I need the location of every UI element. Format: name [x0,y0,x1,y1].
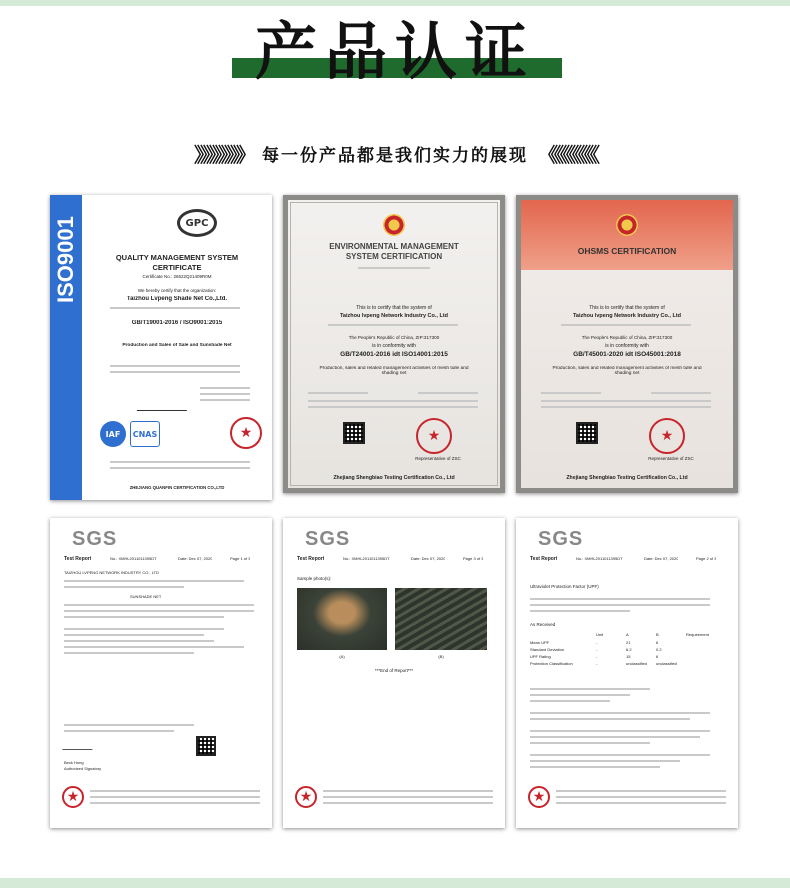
iso-line-1: We hereby certify that the organization: [137,288,217,293]
upf-table [530,632,720,666]
sgs-report-page-3[interactable] [283,518,505,828]
sgs-report-no: No.: XMHL2011011395DT [343,556,390,561]
sgs-text-line [530,688,650,690]
sgs-text-line [530,766,660,768]
table-row [530,640,720,645]
national-emblem-icon [383,214,405,236]
ohsms-footer: Zhejiang Shengbiao Testing Certification Co., Ltd [566,475,688,481]
upf-cell: Protection Classification [530,661,573,666]
sgs-report-page-2[interactable] [516,518,738,828]
upf-col-head: B [656,632,659,637]
sgs-seal-icon [295,786,317,808]
upf-cell: - [596,661,598,666]
env-footer: Zhejiang Shengbiao Testing Certification Co., Ltd [333,475,455,481]
env-text-line [308,392,368,394]
iso-cert-no: Certificate No.: 26522Q21409R0M [142,274,212,279]
sgs-page: Page 1 of 3 [230,556,251,561]
iso-text-line [200,387,250,389]
sgs-text-line [64,604,254,606]
gpc-logo: GPC [177,209,217,237]
sgs-text-line [530,754,710,756]
sgs-text-line [64,730,174,732]
subtitle-row [0,141,790,165]
upf-cell: 6 [656,640,659,645]
upf-cell: - [596,647,598,652]
iso-text-line [110,467,250,469]
red-seal-icon [649,418,685,454]
sgs-text-line [64,724,194,726]
sgs-text-line [64,628,224,630]
bottom-divider [0,878,790,888]
sgs-text-line [530,712,710,714]
upf-cell: 0.2 [656,647,662,652]
sgs-text-line [530,736,700,738]
sgs-text-line [323,802,493,804]
sgs-text-line [64,580,244,582]
qr-code-icon [343,422,365,444]
ohsms-country: The People's Republic of China, ZIP:317300 [581,335,673,340]
env-text-line [328,324,458,326]
environmental-certificate[interactable] [283,195,505,493]
sgs-text-line [530,730,710,732]
sgs-text-line [556,790,726,792]
table-row [530,647,720,652]
page-title: 产品认证 [254,15,535,88]
sgs-text-line [64,640,214,642]
sgs-text-line [64,616,224,618]
signature [137,393,194,411]
iso-title-2: CERTIFICATE [152,263,202,272]
iso-text-line [110,461,250,463]
env-title-1: ENVIRONMENTAL MANAGEMENT [329,242,459,251]
red-seal-icon [230,417,262,449]
env-country: The People's Republic of China, ZIP:317300 [348,335,440,340]
iso-company: Taizhou Lvpeng Shade Net Co.,Ltd. [126,296,228,302]
env-text-line [308,406,478,408]
sgs-text-line [64,610,254,612]
sgs-text-line [323,790,493,792]
env-company: Taizhou lvpeng Network Industry Co., Ltd [339,313,449,319]
iso9001-certificate[interactable] [50,195,272,500]
upf-cell: unclassified [626,661,647,666]
ohsms-title: OHSMS CERTIFICATION [577,246,677,256]
sgs-page: Page 3 of 3 [463,556,484,561]
upf-cell: unclassified [656,661,677,666]
table-row [530,661,720,666]
upf-cell: - [596,654,598,659]
chevrons-left-icon: 》》》》》》》》 [194,142,252,167]
upf-cell: 21 [626,640,631,645]
sgs-photo-a-label: (A) [339,654,345,659]
upf-table-header [530,632,720,637]
env-text-line [308,400,478,402]
sgs-date: Date: Dec 07, 2020 [411,556,446,561]
sample-photo-b [395,588,487,650]
sgs-date: Date: Dec 07, 2020 [644,556,679,561]
upf-cell: - [596,640,598,645]
sgs-label: Test Report [64,556,92,562]
iso-side-label: ISO9001 [53,216,78,304]
ohsms-certificate[interactable] [516,195,738,493]
sgs-text-line [530,694,630,696]
env-intro: This is to certify that the system of [356,305,432,311]
iso-title-1: QUALITY MANAGEMENT SYSTEM [115,253,239,262]
sgs-date: Date: Dec 07, 2020 [178,556,213,561]
sgs-text-line [556,802,726,804]
upf-cell: Standard Deviation [530,647,565,652]
sgs-text-line [530,610,630,612]
red-seal-icon [416,418,452,454]
sgs-seal-icon [528,786,550,808]
env-title-2: SYSTEM CERTIFICATION [345,252,443,261]
sgs-text-line [530,742,650,744]
upf-cell: 6 [656,654,659,659]
sgs-text-line [530,718,690,720]
sgs-text-line [556,796,726,798]
env-text-line [418,392,478,394]
upf-cell: UPF Rating [530,654,551,659]
sgs-end-of-report: ***End of Report*** [374,668,414,673]
sgs-company: TAIZHOU LVPENG NETWORK INDUSTRY CO., LTD [64,570,159,575]
sgs-photo-b-label: (B) [438,654,444,659]
iso-text-line [110,371,240,373]
upf-col-head: A [626,632,629,637]
iso-text-line [200,393,250,395]
sgs-text-line [530,760,680,762]
sgs-text-line [90,802,260,804]
upf-cell: 15 [626,654,631,659]
sgs-text-line [90,790,260,792]
upf-cell: Mean UPF [530,640,550,645]
sgs-seal-icon [62,786,84,808]
upf-col-head: Unit [596,632,604,637]
sgs-sample: SUNSHADE NET [130,594,162,599]
sgs-report-no: No.: XMHL2011011395DT [576,556,623,561]
env-conformity: is in conformity with [372,343,416,349]
iso-footer: ZHEJIANG QUANFIN CERTIFICATION CO.,LTD [129,485,225,490]
sgs-text-line [64,586,184,588]
national-emblem-icon [616,214,638,236]
sgs-report-page-1[interactable] [50,518,272,828]
ohsms-company: Taizhou lvpeng Network Industry Co., Ltd [572,313,682,319]
sgs-logo: SGS [538,528,584,550]
upf-cell: 6.2 [626,647,632,652]
iso-text-line [110,365,240,367]
sgs-text-line [530,604,710,606]
signature [62,740,96,750]
env-scope: Production, sales and related management activities of mesh tulle and shading net [319,366,469,376]
page-subtitle: 每一份产品都是我们实力的展现 [262,145,528,166]
upf-header-spacer [530,632,596,637]
iso-scope: Production and Sales of Sale and Sunshade Net [122,343,232,348]
env-text-line [358,267,430,269]
ohsms-text-line [561,324,691,326]
sgs-text-line [530,700,610,702]
ohsms-text-line [651,392,711,394]
sgs-label: Test Report [530,556,558,562]
cnas-logo: CNAS [130,421,160,447]
sgs-text-line [64,652,194,654]
sgs-text-line [90,796,260,798]
sgs-label: Test Report [297,556,325,562]
ohsms-conformity: is in conformity with [605,343,649,349]
ohsms-text-line [541,392,601,394]
iaf-logo: IAF [100,421,126,447]
env-standard: GB/T24001-2016 idt ISO14001:2015 [340,351,448,358]
sgs-text-line [64,634,204,636]
sgs-logo: SGS [305,528,351,550]
iso-standard: GB/T19001-2016 / ISO9001:2015 [131,320,223,326]
ohsms-text-line [541,406,711,408]
sgs-signer: Beck Hong [64,760,84,765]
sgs-photo-label: Sample photo(s): [297,576,332,581]
ohsms-standard: GB/T45001-2020 idt ISO45001:2018 [573,351,681,358]
chevrons-right-icon: 《《《《《《《《 [538,142,596,167]
sgs-text-line [64,646,244,648]
sample-photo-a [297,588,387,650]
sgs-as-received: As Received [530,622,556,627]
sgs-section: Ultraviolet Protection Factor (UPF) [530,584,599,589]
sgs-page: Page 2 of 3 [696,556,717,561]
ohsms-rep: Representative of ZSC [648,456,694,461]
table-row [530,654,720,659]
qr-code-icon [576,422,598,444]
ohsms-scope: Production, sales and related management activities of mesh tulle and shading net [552,366,702,376]
sgs-text-line [323,796,493,798]
qr-code-icon [196,736,216,756]
iso-text-line [200,399,250,401]
upf-col-head: Requirement [686,632,709,637]
sgs-signer-title: Authorized Signatory [64,766,102,771]
sgs-logo: SGS [72,528,118,550]
iso-text-line [110,307,240,309]
env-rep: Representative of ZSC [415,456,461,461]
sgs-report-no: No.: XMHL2011011395DT [110,556,157,561]
sgs-text-line [530,598,710,600]
ohsms-intro: This is to certify that the system of [589,305,665,311]
ohsms-text-line [541,400,711,402]
